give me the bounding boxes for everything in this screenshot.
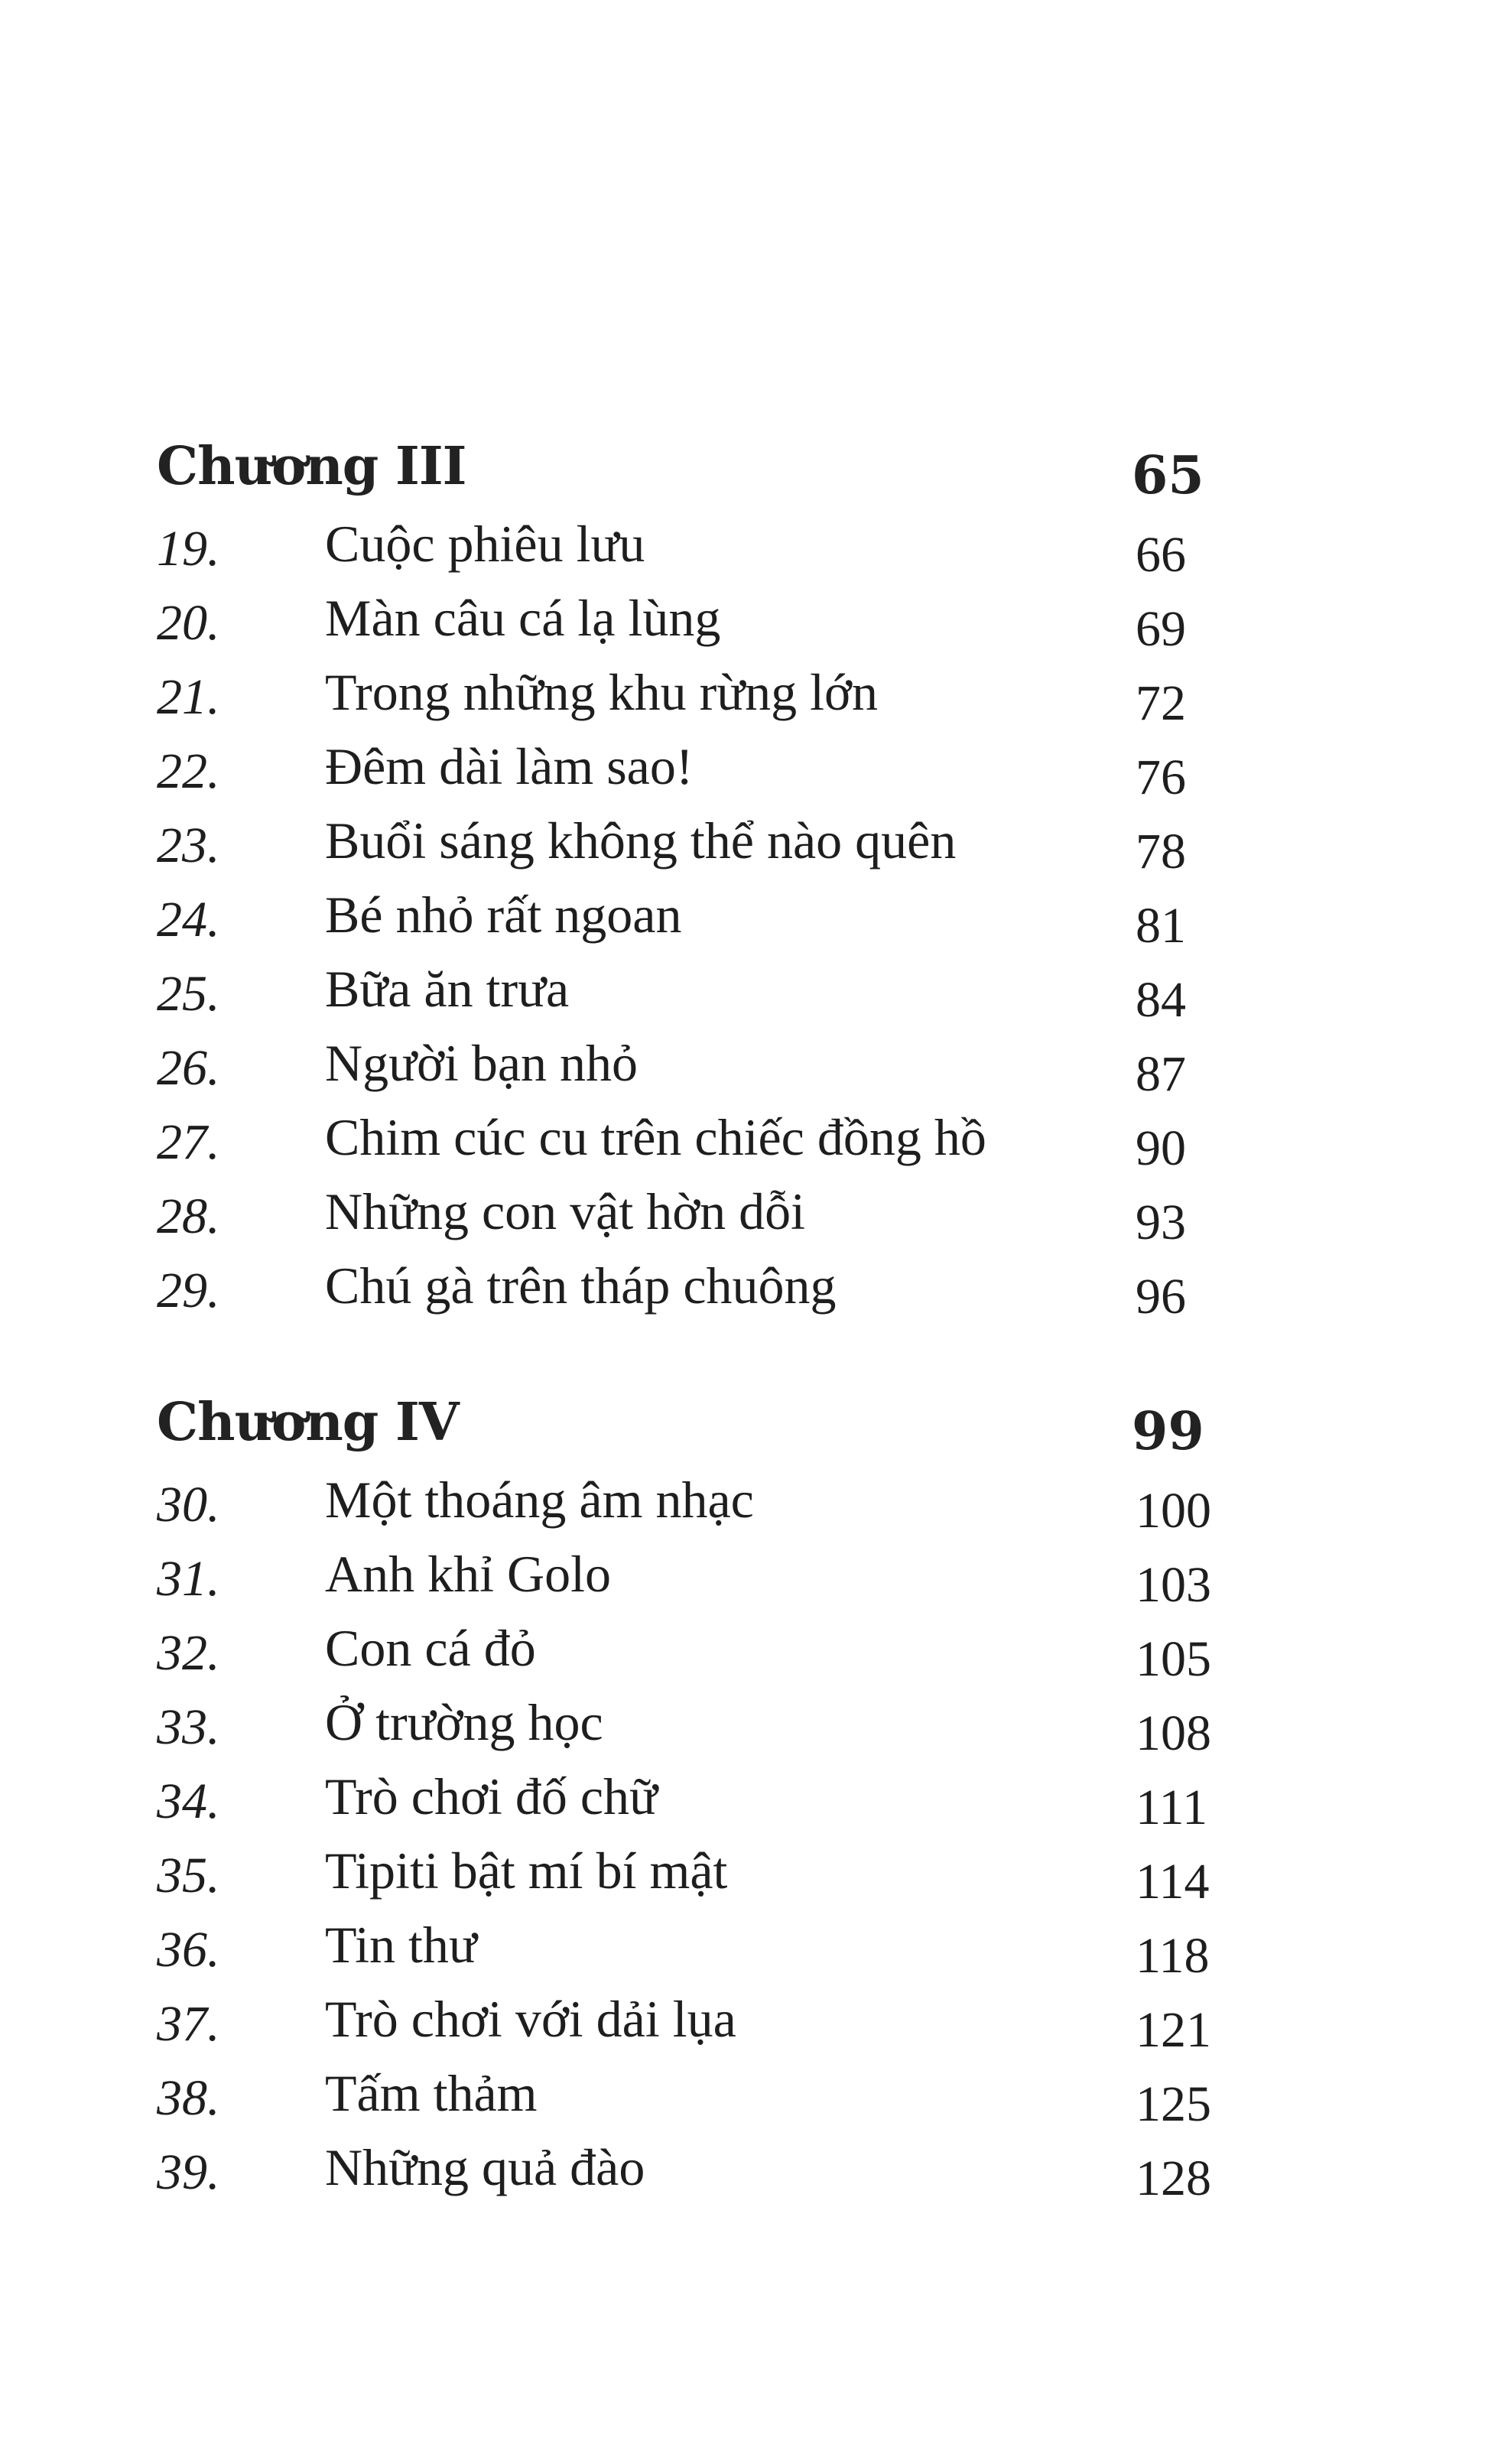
toc-entry [157, 1990, 1227, 2069]
entry-page-number: 100 [1136, 1483, 1211, 1539]
entry-page-number: 90 [1136, 1120, 1186, 1176]
toc-entry [157, 1767, 1227, 1847]
entry-title: Bé nhỏ rất ngoan [325, 886, 682, 944]
toc-entry [157, 737, 1227, 817]
entry-page-number: 125 [1136, 2076, 1211, 2132]
entry-page-number: 81 [1136, 898, 1186, 954]
entry-number: 24. [157, 892, 220, 948]
toc-entry [157, 1841, 1227, 1921]
entry-number: 26. [157, 1040, 220, 1096]
entry-number: 36. [157, 1922, 220, 1978]
chapter-section-3 [157, 436, 1227, 1336]
entry-number: 38. [157, 2070, 220, 2126]
entry-number: 22. [157, 743, 220, 799]
entry-title: Buổi sáng không thể nào quên [325, 811, 957, 870]
entry-title: Đêm dài làm sao! [325, 737, 694, 795]
entry-page-number: 118 [1136, 1928, 1210, 1984]
entry-title: Trong những khu rừng lớn [325, 663, 878, 721]
entry-page-number: 69 [1136, 601, 1186, 657]
entry-number: 31. [157, 1551, 220, 1607]
toc-entry [157, 1693, 1227, 1773]
chapter-title: Chương III [157, 436, 466, 497]
toc-entry [157, 1034, 1227, 1113]
toc-entry [157, 1108, 1227, 1188]
entry-title: Trò chơi đố chữ [325, 1767, 658, 1825]
toc-entry [157, 2138, 1227, 2218]
toc-entry [157, 886, 1227, 965]
entry-number: 39. [157, 2144, 220, 2200]
entry-number: 29. [157, 1263, 220, 1318]
entry-page-number: 78 [1136, 824, 1186, 879]
entry-title: Tipiti bật mí bí mật [325, 1841, 728, 1900]
chapter-section-4 [157, 1392, 1227, 2218]
entry-number: 37. [157, 1996, 220, 2052]
entry-number: 19. [157, 521, 220, 577]
entry-number: 30. [157, 1477, 220, 1533]
entry-page-number: 84 [1136, 972, 1186, 1028]
entry-title: Những quả đào [325, 2138, 645, 2196]
entry-page-number: 66 [1136, 527, 1186, 583]
toc-entry [157, 1619, 1227, 1698]
entry-number: 20. [157, 595, 220, 651]
entry-title: Tin thư [325, 1916, 477, 1974]
entry-number: 27. [157, 1114, 220, 1170]
entry-page-number: 87 [1136, 1046, 1186, 1102]
entry-page-number: 121 [1136, 2002, 1211, 2058]
entry-number: 28. [157, 1188, 220, 1244]
toc-entry [157, 589, 1227, 668]
entry-page-number: 72 [1136, 675, 1186, 731]
entry-title: Ở trường học [325, 1693, 603, 1751]
entry-number: 33. [157, 1699, 220, 1755]
chapter-page-number: 65 [1132, 445, 1204, 506]
toc-entry [157, 1256, 1227, 1336]
entry-title: Con cá đỏ [325, 1619, 536, 1677]
entry-number: 23. [157, 818, 220, 873]
entry-page-number: 93 [1136, 1195, 1186, 1250]
chapter-page-number: 99 [1132, 1401, 1204, 1462]
entry-page-number: 103 [1136, 1557, 1211, 1613]
entry-page-number: 114 [1136, 1854, 1210, 1910]
chapter-heading [157, 436, 1227, 520]
entry-title: Trò chơi với dải lụa [325, 1990, 736, 2048]
toc-entry [157, 1545, 1227, 1624]
entry-page-number: 128 [1136, 2150, 1211, 2206]
entry-page-number: 111 [1136, 1780, 1208, 1835]
entry-number: 25. [157, 966, 220, 1022]
toc-entry [157, 960, 1227, 1039]
entry-title: Cuộc phiêu lưu [325, 515, 645, 573]
toc-entry [157, 1916, 1227, 1995]
entry-title: Màn câu cá lạ lùng [325, 589, 721, 647]
entry-title: Chú gà trên tháp chuông [325, 1256, 837, 1315]
entry-title: Anh khỉ Golo [325, 1545, 611, 1603]
entry-title: Người bạn nhỏ [325, 1034, 638, 1092]
chapter-heading [157, 1392, 1227, 1476]
toc-entry [157, 515, 1227, 594]
entry-number: 21. [157, 669, 220, 725]
toc-entry [157, 811, 1227, 891]
toc-entry [157, 1182, 1227, 1262]
entry-number: 34. [157, 1773, 220, 1829]
entry-title: Những con vật hờn dỗi [325, 1182, 806, 1240]
entry-title: Chim cúc cu trên chiếc đồng hồ [325, 1108, 986, 1166]
entry-title: Tấm thảm [325, 2064, 538, 2122]
entry-number: 35. [157, 1848, 220, 1903]
toc-entry [157, 2064, 1227, 2144]
entry-page-number: 76 [1136, 749, 1186, 805]
toc-entry [157, 1471, 1227, 1550]
toc-entry [157, 663, 1227, 743]
entry-number: 32. [157, 1625, 220, 1681]
entry-page-number: 96 [1136, 1269, 1186, 1325]
chapter-title: Chương IV [157, 1392, 459, 1453]
entry-title: Một thoáng âm nhạc [325, 1471, 754, 1529]
entry-title: Bữa ăn trưa [325, 960, 570, 1018]
entry-page-number: 105 [1136, 1631, 1211, 1687]
entry-page-number: 108 [1136, 1705, 1211, 1761]
